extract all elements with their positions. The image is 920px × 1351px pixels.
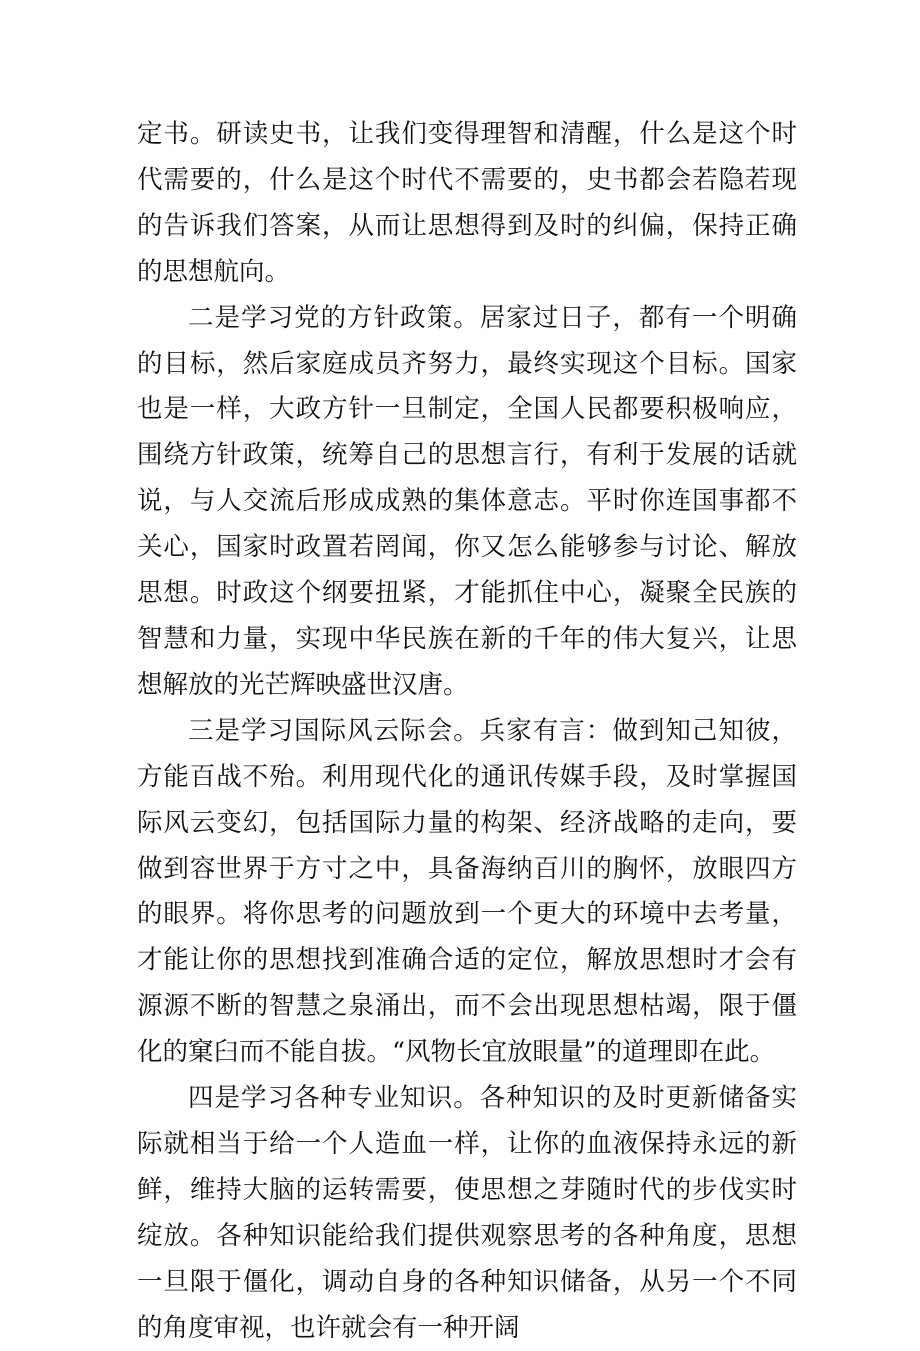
paragraph-party-policy: 二是学习党的方针政策。居家过日子，都有一个明确的目标，然后家庭成员齐努力，最终实现这个目标。国家也是一样，大政方针一旦制定，全国人民都要积极响应，围绕方针政策，统筹自己的思想言行，有利于发展的话就说，与人交流后形成成熟的集体意志。平时你连国事都不关心，国家时政置若罔闻，你又怎么能够参与讨论、解放思想。时政这个纲要扭紧，才能抓住中心，凝聚全民族的智慧和力量，实现中华民族在新的千年的伟大复兴，让思想解放的光芒辉映盛世汉唐。 [137,302,797,700]
document-page [137,112,797,1351]
paragraph-international-affairs: 三是学习国际风云际会。兵家有言：做到知己知彼，方能百战不殆。利用现代化的通讯传媒手段，及时掌握国际风云变幻，包括国际力量的构架、经济战略的走向，要做到容世界于方寸之中，具备海纳百川的胸怀，放眼四方的眼界。将你思考的问题放到一个更大的环境中去考量，才能让你的思想找到准确合适的定位，解放思想时才会有源源不断的智慧之泉涌出，而不会出现思想枯竭，限于僵化的窠臼而不能自拔。“风物长宜放眼量”的道理即在此。 [137,715,797,1068]
paragraph-professional-knowledge: 四是学习各种专业知识。各种知识的及时更新储备实际就相当于给一个人造血一样，让你的血液保持永远的新鲜，维持大脑的运转需要，使思想之芽随时代的步伐实时绽放。各种知识能给我们提供观察思考的各种角度，思想一旦限于僵化，调动自身的各种知识储备，从另一个不同的角度审视，也许就会有一种开阔 [137,1083,797,1343]
paragraph-continuation: 定书。研读史书，让我们变得理智和清醒，什么是这个时代需要的，什么是这个时代不需要的，史书都会若隐若现的告诉我们答案，从而让思想得到及时的纠偏，保持正确的思想航向。 [137,119,797,287]
